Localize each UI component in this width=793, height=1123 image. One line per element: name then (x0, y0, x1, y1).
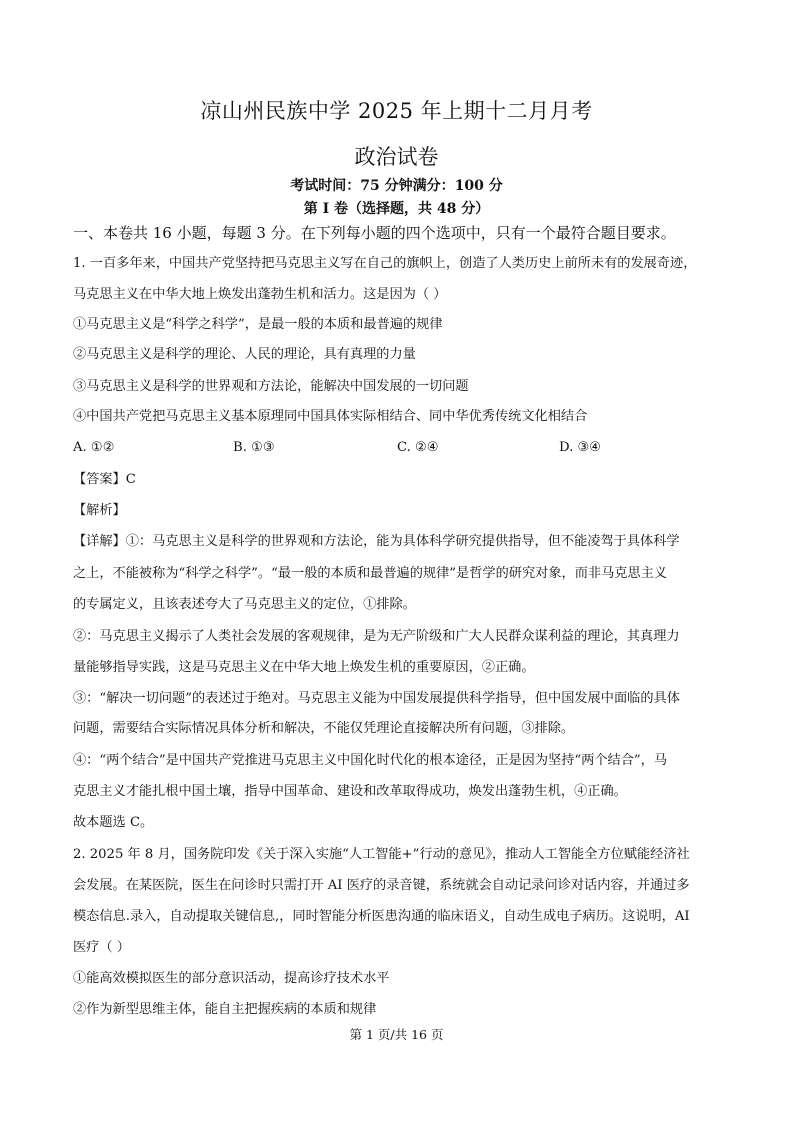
analysis-line-3: 的专属定义，且该表述夸大了马克思主义的定位，①排除。 (73, 597, 416, 612)
q2-item-2: ②作为新型思维主体，能自主把握疾病的本质和规律 (73, 1002, 377, 1017)
analysis-line-1: 【详解】①：马克思主义是科学的世界观和方法论，能为具体科学研究提供指导，但不能凌驾于具体科学 (73, 534, 680, 549)
q2-item-1: ①能高效模拟医生的部分意识活动，提高诊疗技术水平 (73, 971, 390, 986)
analysis-line-9: 克思主义才能扎根中国土壤，指导中国革命、建设和改革取得成功，焕发出蓬勃生机，④正确。 (73, 784, 627, 799)
q1-option-b: B. ①③ (233, 440, 275, 455)
volume-heading: 第 I 卷（选择题，共 48 分） (303, 201, 490, 217)
q2-stem-line-1: 2. 2025 年 8 月，国务院印发《关于深入实施“人工智能+”行动的意见》，推动人工智能全方位赋能经济社 (73, 847, 690, 862)
analysis-line-6: ③：“解决一切问题”的表述过于绝对。马克思主义能为中国发展提供科学指导，但中国发展中面临的具体 (73, 691, 680, 706)
q1-item-1: ①马克思主义是“科学之科学”，是最一般的本质和最普遍的规律 (73, 317, 443, 332)
q1-option-a: A. ①② (73, 440, 115, 455)
q1-item-3: ③马克思主义是科学的世界观和方法论，能解决中国发展的一切问题 (73, 379, 469, 394)
q1-option-c: C. ②④ (397, 440, 439, 455)
exam-title: 凉山州民族中学 2025 年上期十二月月考 (200, 99, 593, 123)
analysis-line-4: ②：马克思主义揭示了人类社会发展的客观规律，是为无产阶级和广大人民群众谋利益的理论，其真理力 (73, 629, 680, 644)
exam-info: 考试时间：75 分钟满分：100 分 (290, 178, 503, 194)
q1-item-2: ②马克思主义是科学的理论、人民的理论，具有真理的力量 (73, 347, 416, 362)
analysis-line-8: ④：“两个结合”是中国共产党推进马克思主义中国化时代化的根本途径，正是因为坚持“两个结合”，马 (73, 753, 668, 768)
q1-options (73, 440, 733, 458)
analysis-line-5: 量能够指导实践，这是马克思主义在中华大地上焕发生机的重要原因，②正确。 (73, 660, 535, 675)
analysis-conclusion: 故本题选 C。 (73, 815, 154, 830)
q1-analysis-label: 【解析】 (73, 503, 126, 518)
q1-answer: 【答案】C (73, 472, 136, 487)
q1-stem-line-2: 马克思主义在中华大地上焕发出蓬勃生机和活力。这是因为（ ） (73, 287, 447, 302)
page-number: 第 1 页/共 16 页 (349, 1027, 444, 1042)
q1-option-d: D. ③④ (559, 440, 602, 455)
q2-stem-line-2: 会发展。在某医院，医生在问诊时只需打开 AI 医疗的录音键，系统就会自动记录问诊对话内容，并通过多 (73, 878, 690, 893)
q2-stem-line-3: 模态信息.录入，自动提取关键信息,，同时智能分析医患沟通的临床语义，自动生成电子病历。这说明，AI (73, 909, 690, 924)
q2-stem-line-4: 医疗（ ） (73, 940, 130, 955)
analysis-line-7: 问题，需要结合实际情况具体分析和解决，不能仅凭理论直接解决所有问题，③排除。 (73, 721, 575, 736)
analysis-line-2: 之上，不能被称为“科学之科学”。“最一般的本质和最普遍的规律”是哲学的研究对象，而非马克思主义 (73, 566, 668, 581)
subject-title: 政治试卷 (354, 145, 439, 169)
q1-stem-line-1: 1. 一百多年来，中国共产党坚持把马克思主义写在自己的旗帜上，创造了人类历史上前所未有的发展奇迹， (73, 256, 697, 271)
section-instruction: 一、本卷共 16 小题，每题 3 分。在下列每小题的四个选项中，只有一个最符合题目要求。 (73, 224, 676, 242)
q1-item-4: ④中国共产党把马克思主义基本原理同中国具体实际相结合、同中华优秀传统文化相结合 (73, 409, 588, 424)
